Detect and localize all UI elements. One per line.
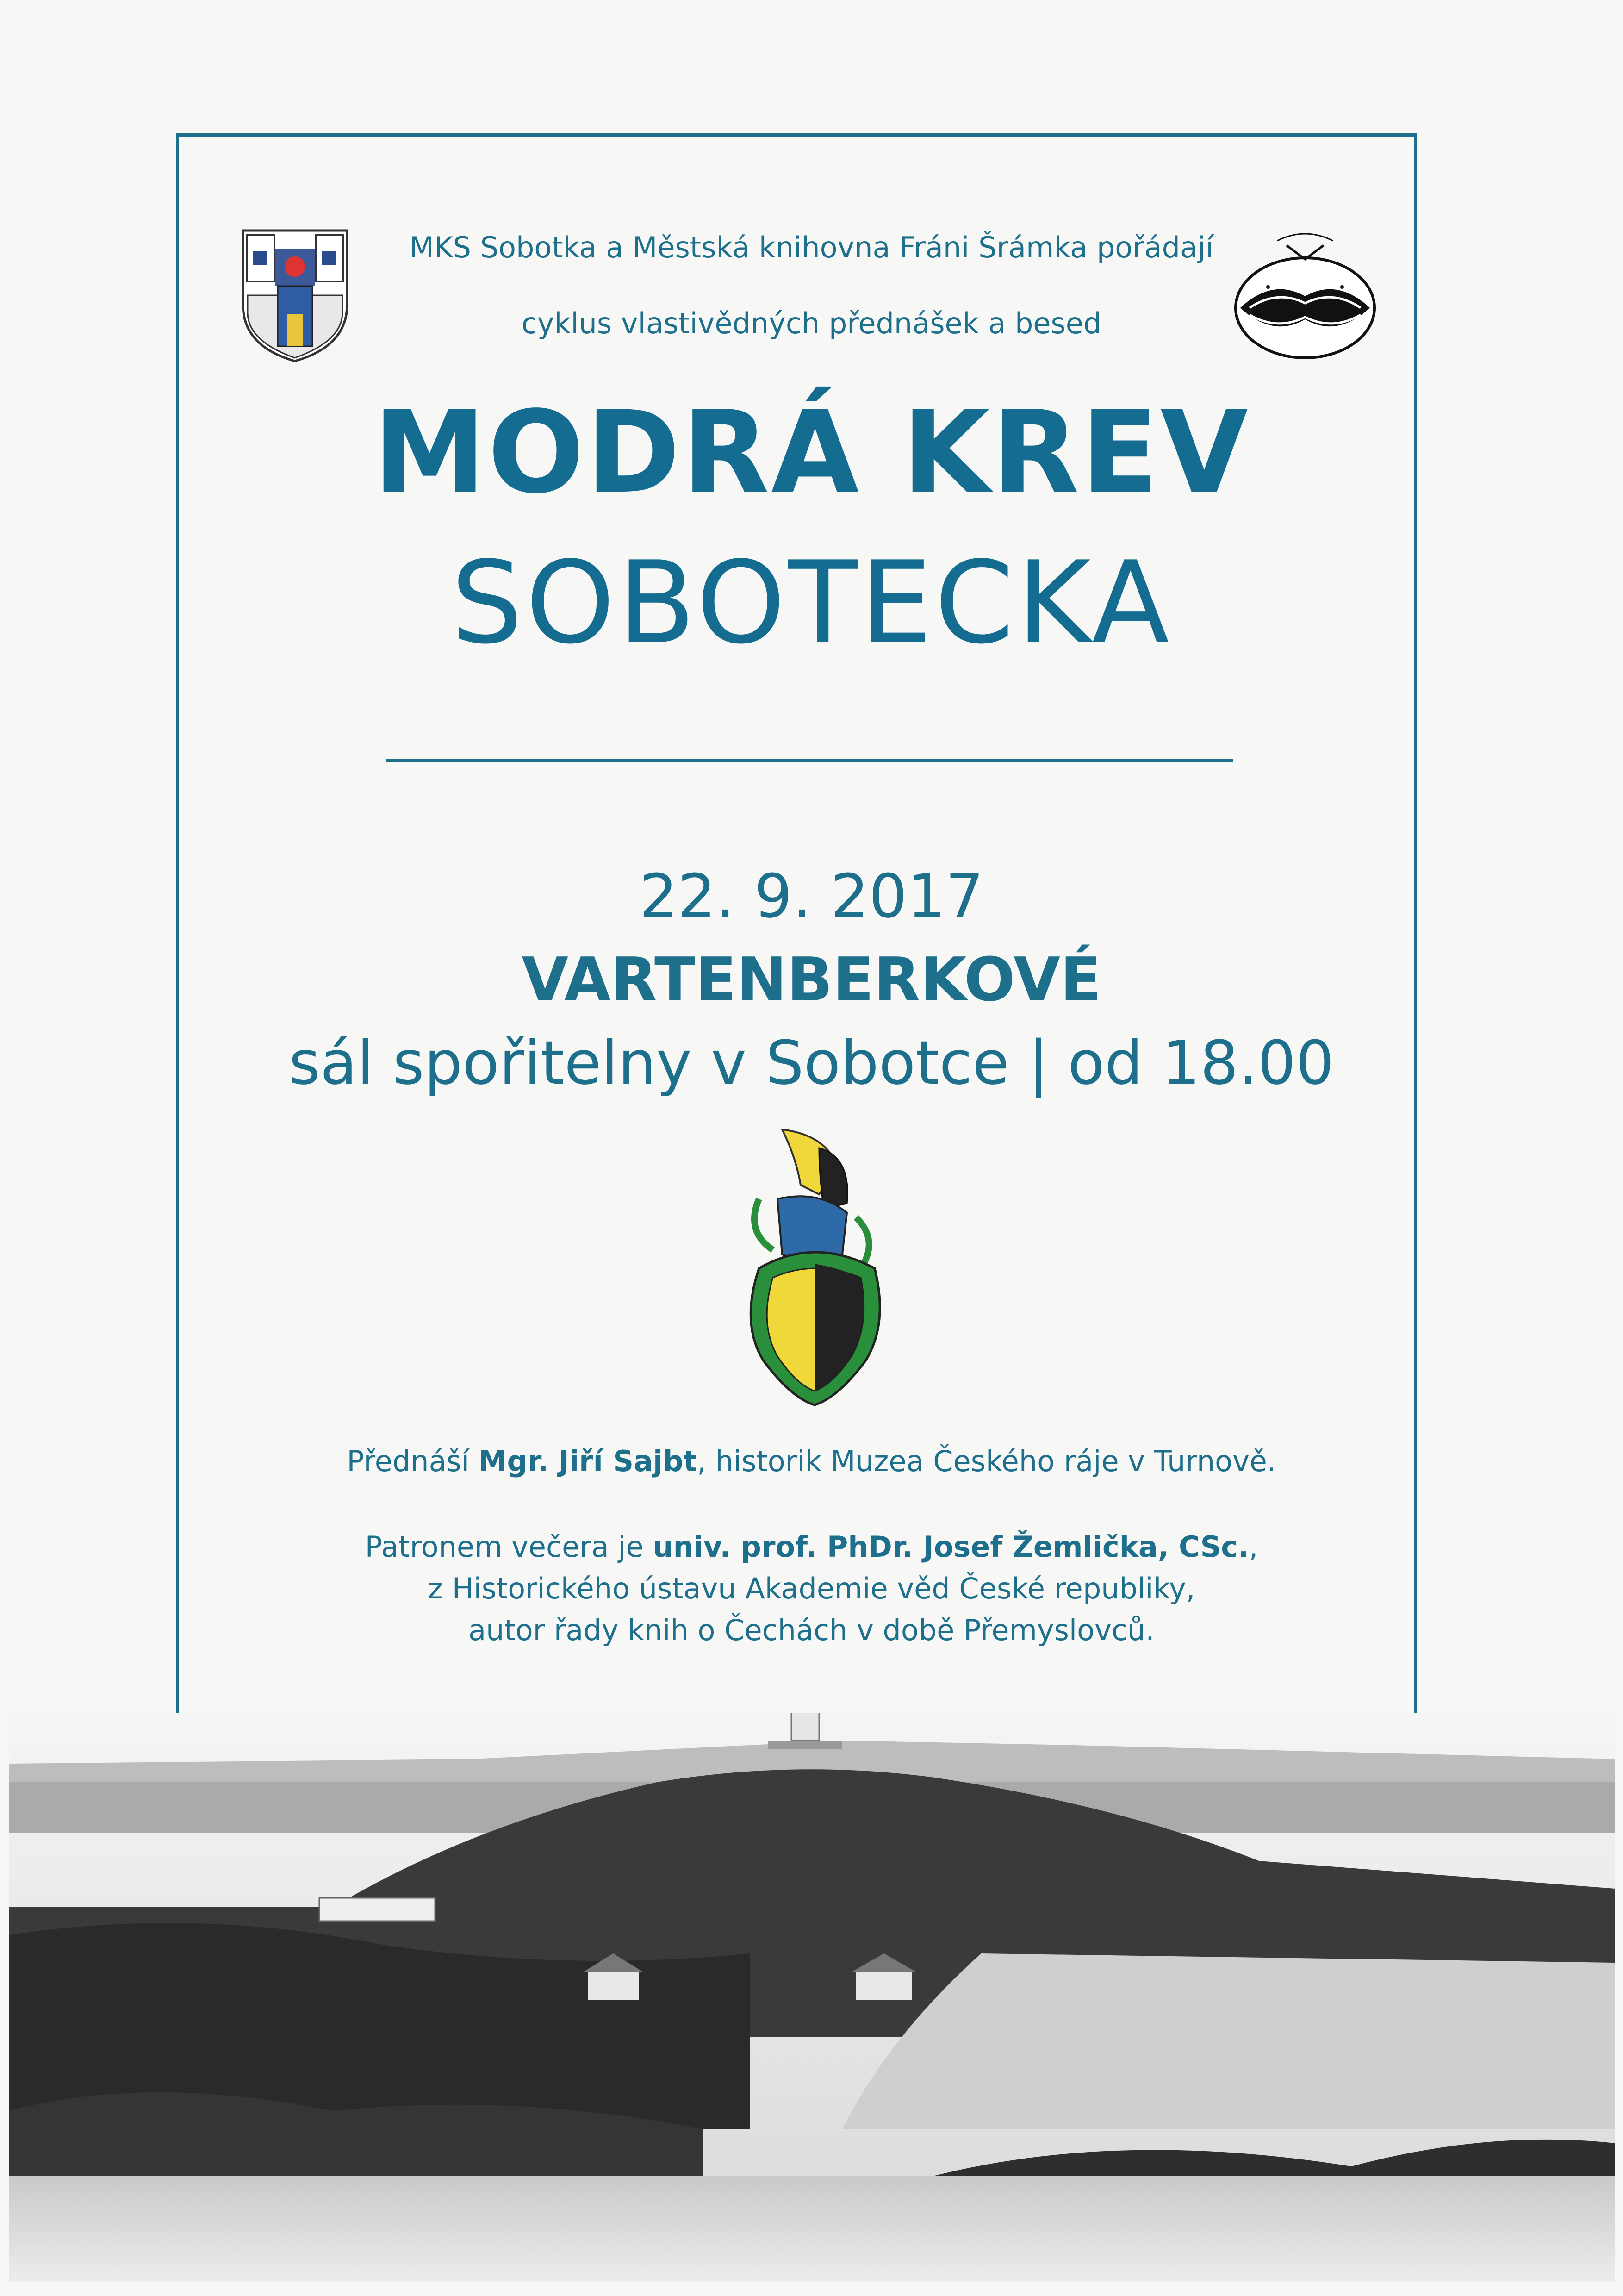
event-date: 22. 9. 2017 [639, 861, 984, 931]
patron-prefix: Patronem večera je [365, 1530, 653, 1564]
title-divider [386, 759, 1233, 762]
event-venue: sál spořitelny v Sobotce | od 18.00 [289, 1028, 1334, 1098]
patron-line-1 [0, 1530, 1623, 1564]
title-line-1: MODRÁ KREV [373, 387, 1250, 518]
lecturer-name: Mgr. Jiří Sajbt [478, 1444, 697, 1478]
landscape-photo [9, 1713, 1615, 2282]
lecturer-suffix: , historik Muzea Českého ráje v Turnově. [697, 1444, 1276, 1478]
vartenberk-coat-of-arms [727, 1129, 902, 1407]
title-line-2: SOBOTECKA [451, 537, 1172, 669]
patron-line-2: z Historického ústavu Akademie věd České republiky, [428, 1572, 1195, 1605]
patron-suffix: , [1249, 1530, 1258, 1564]
lecturer-line [0, 1444, 1623, 1478]
series-text: cyklus vlastivědných přednášek a besed [521, 306, 1102, 340]
organizers-text: MKS Sobotka a Městská knihovna Fráni Šrámka pořádají [409, 231, 1214, 264]
patron-line-3: autor řady knih o Čechách v době Přemyslovců. [468, 1613, 1155, 1647]
patron-name: univ. prof. PhDr. Josef Žemlička, CSc. [653, 1530, 1249, 1564]
lecturer-prefix: Přednáší [347, 1444, 479, 1478]
event-topic: VARTENBERKOVÉ [522, 944, 1101, 1015]
